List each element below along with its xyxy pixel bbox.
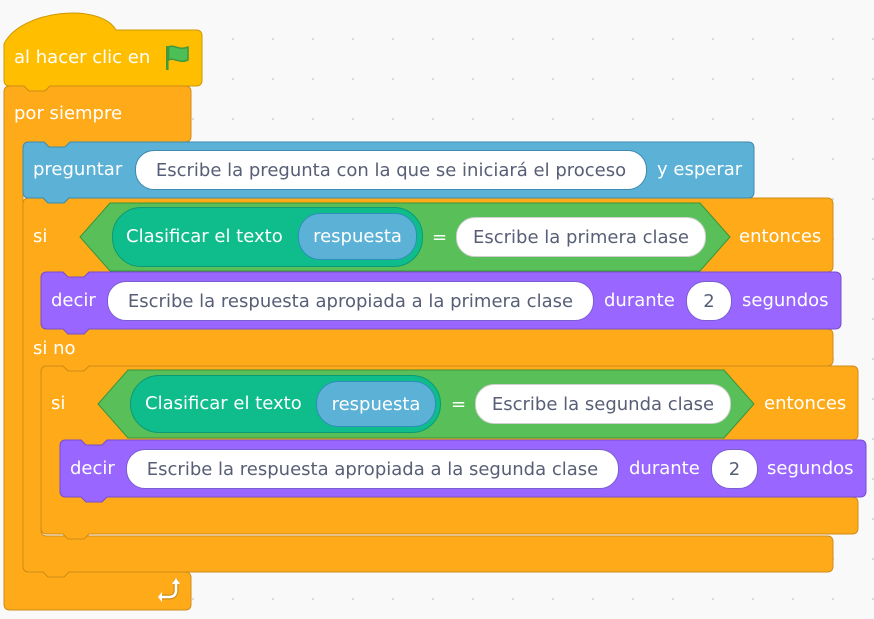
condition-value-input-2[interactable]: Escribe la segunda clase: [475, 384, 731, 424]
forever-label: por siempre: [14, 103, 123, 124]
say-during-label-2: durante: [629, 458, 700, 479]
inner-if-label: si: [51, 393, 66, 414]
respuesta-reporter-1[interactable]: respuesta: [298, 213, 417, 260]
equals-operator-1: =: [432, 227, 448, 248]
say-message-input-2[interactable]: Escribe la respuesta apropiada a la segunda clase: [126, 449, 619, 489]
classify-label-2: Clasificar el texto: [145, 393, 302, 414]
say-label-1: decir: [51, 290, 96, 311]
say-label-2: decir: [70, 458, 115, 479]
condition-value-input-1[interactable]: Escribe la primera clase: [456, 217, 706, 257]
flag-icon-hit[interactable]: [160, 40, 196, 76]
say-during-label-1: durante: [604, 290, 675, 311]
ask-suffix-label: y esperar: [657, 159, 743, 180]
if-label: si: [33, 226, 48, 247]
say-secs-input-2[interactable]: 2: [711, 449, 758, 489]
say-unit-label-2: segundos: [767, 458, 854, 479]
ask-question-input[interactable]: Escribe la pregunta con la que se iniciará el proceso: [135, 150, 647, 190]
ask-label: preguntar: [33, 159, 123, 180]
classify-label-1: Clasificar el texto: [126, 226, 283, 247]
say-message-input-1[interactable]: Escribe la respuesta apropiada a la primera clase: [107, 281, 594, 321]
then-label-2: entonces: [764, 393, 847, 414]
then-label-1: entonces: [739, 226, 822, 247]
say-secs-input-1[interactable]: 2: [686, 281, 732, 321]
say-unit-label-1: segundos: [742, 290, 829, 311]
respuesta-reporter-2[interactable]: respuesta: [316, 381, 436, 427]
else-label: si no: [33, 338, 76, 359]
equals-operator-2: =: [451, 394, 467, 415]
hat-label: al hacer clic en: [14, 47, 151, 68]
